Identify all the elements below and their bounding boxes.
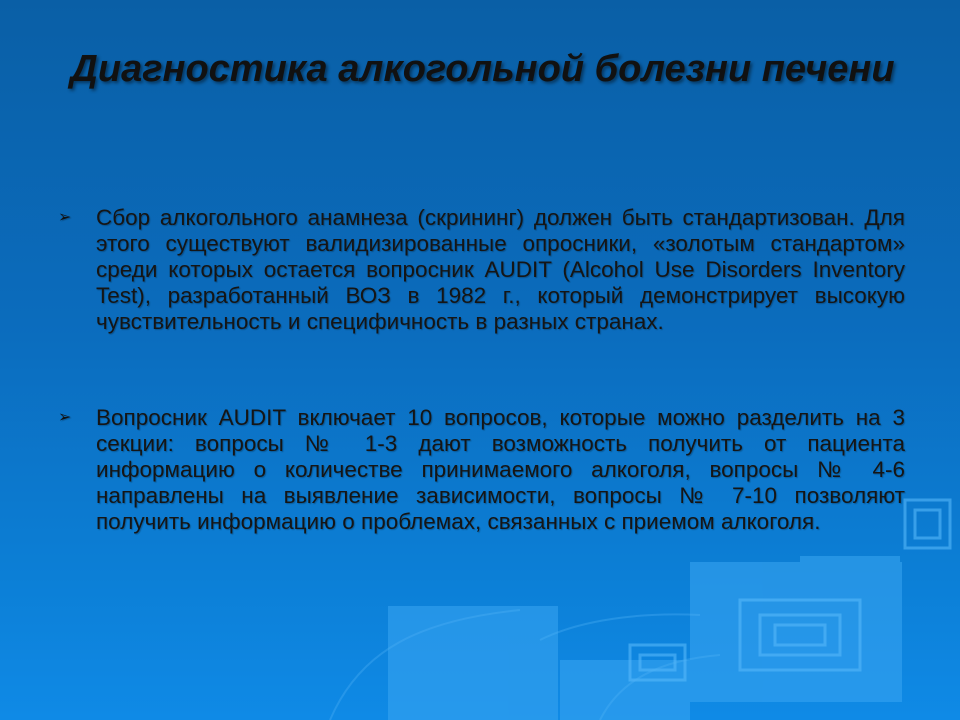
arrow-bullet-icon: ➢ — [58, 209, 72, 226]
arrow-bullet-icon: ➢ — [58, 409, 72, 426]
bullet-audit-sections — [58, 405, 905, 535]
bullet-text: Вопросник AUDIT включает 10 вопросов, которые можно разделить на 3 секции: вопросы № 1-3 дают возможность получить от пациента информацию о количестве принимаемого алкоголя, вопросы № 4-6 направлены на выявление зависимости, вопросы № 7-10 позволяют получить информацию о проблемах, связанных с приемом алкоголя. — [96, 405, 905, 534]
bullet-audit-screening — [58, 205, 905, 335]
bullet-text: Сбор алкогольного анамнеза (скрининг) должен быть стандартизован. Для этого существуют валидизированные опросники, «золотым стандартом» среди которых остается вопросник AUDIT (Alcohol Use Disorders Inventory Test), разработанный ВОЗ в 1982 г., который демонстрирует высокую чувствительность и специфичность в разных странах. — [96, 205, 905, 334]
slide-title: Диагностика алкогольной болезни печени — [70, 48, 895, 90]
bullet-list — [58, 205, 905, 535]
